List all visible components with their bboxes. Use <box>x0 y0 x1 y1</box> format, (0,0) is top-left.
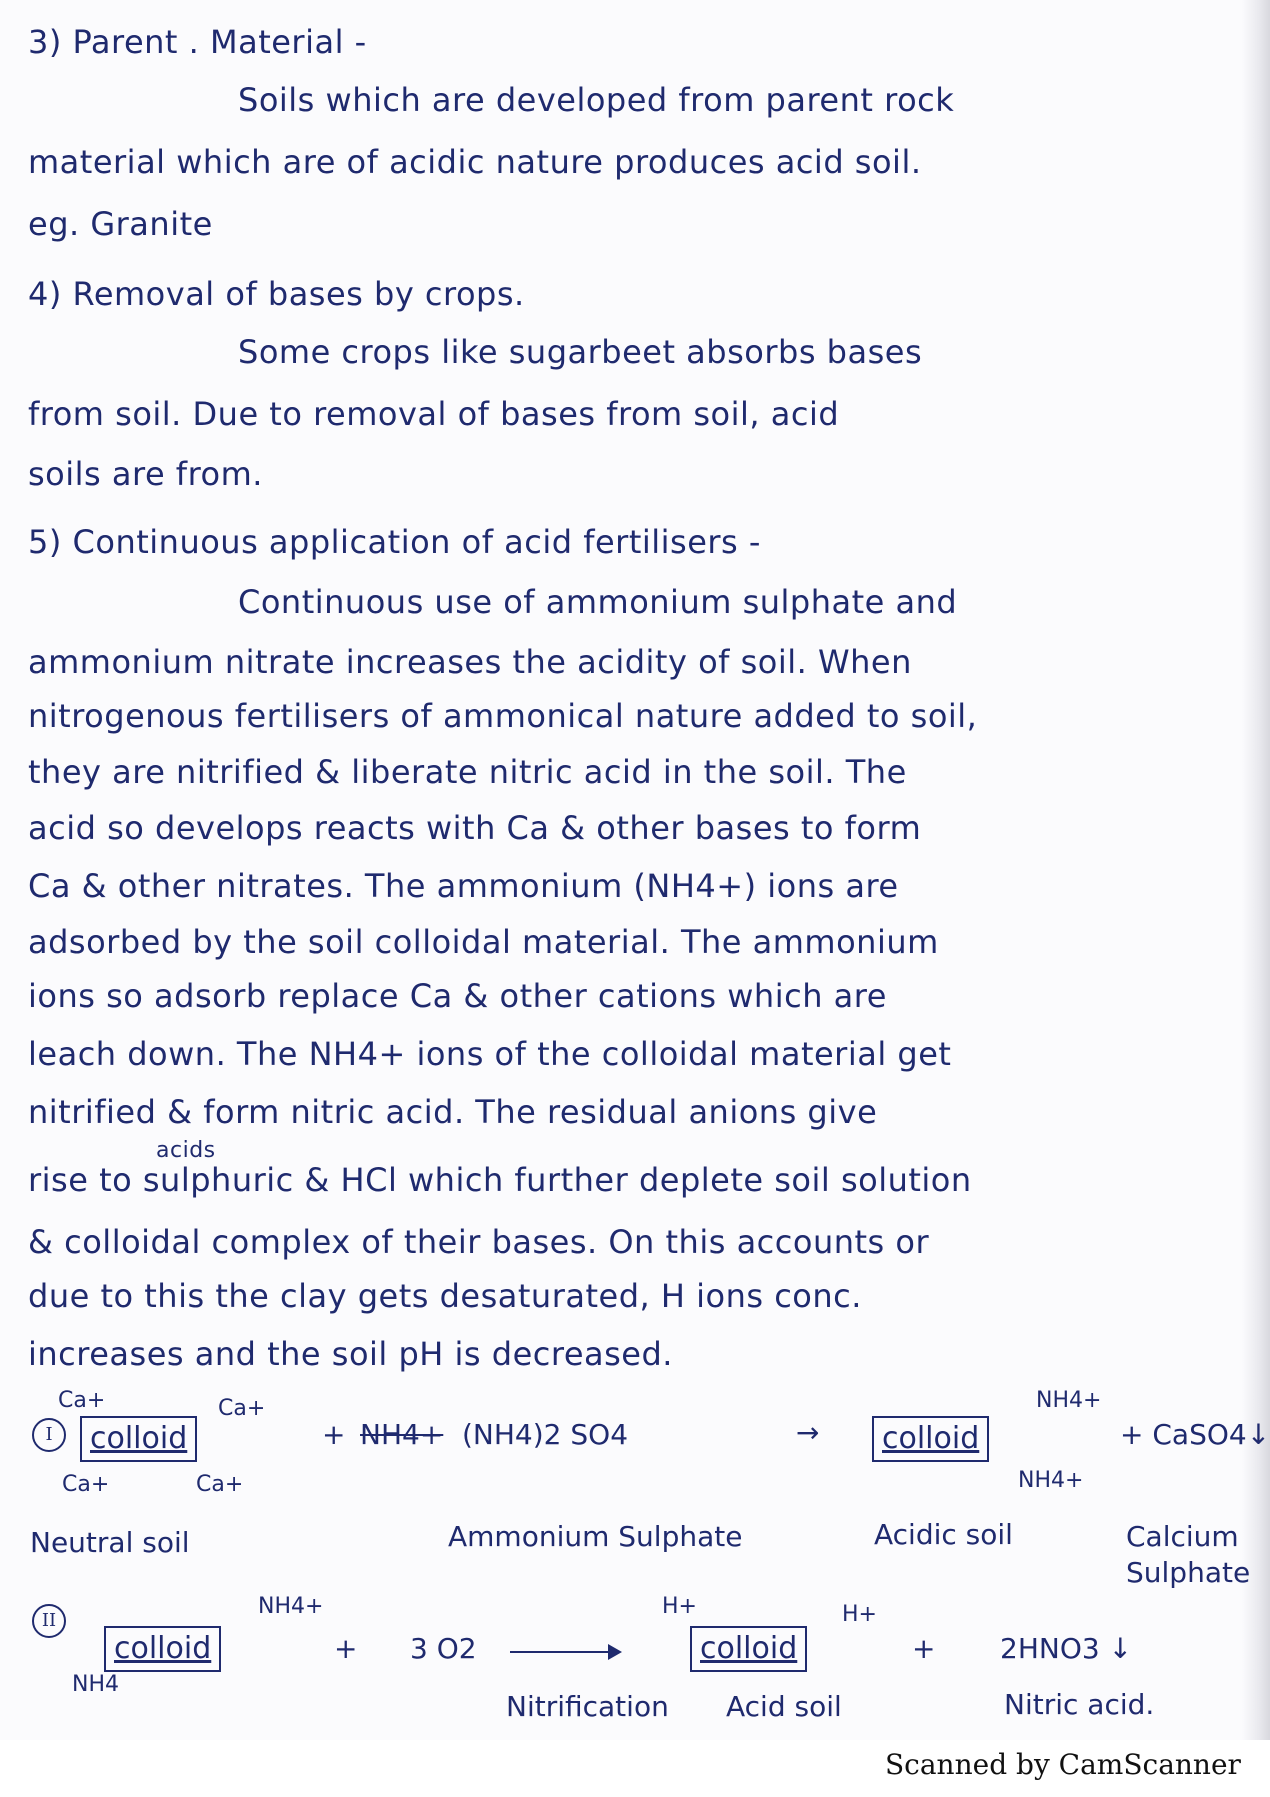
reagent-formula: (NH4)2 SO4 <box>462 1418 629 1451</box>
text-line: material which are of acidic nature produces acid soil. <box>28 143 922 181</box>
text-line: due to this the clay gets desaturated, H ions conc. <box>28 1277 862 1315</box>
colloid-box: colloid <box>690 1626 807 1672</box>
cation-label: Ca+ <box>218 1396 266 1421</box>
label-ammonium-sulphate: Ammonium Sulphate <box>448 1520 743 1553</box>
text-line: Some crops like sugarbeet absorbs bases <box>238 333 923 371</box>
heading-parent-material: 3) Parent . Material - <box>28 23 367 61</box>
colloid-box: colloid <box>104 1626 221 1672</box>
ion-label: NH4 <box>72 1672 119 1697</box>
text-line: eg. Granite <box>28 205 213 243</box>
heading-removal-of-bases: 4) Removal of bases by crops. <box>28 275 525 313</box>
plus-sign: + <box>912 1632 936 1665</box>
equation-number: I <box>32 1418 66 1452</box>
text-line: increases and the soil pH is decreased. <box>28 1335 673 1373</box>
ion-label: H+ <box>662 1594 697 1619</box>
text-line: Continuous use of ammonium sulphate and <box>238 583 958 621</box>
label-acidic: Acidic soil <box>874 1518 1013 1551</box>
reaction-arrow-head <box>608 1644 622 1660</box>
label-sulphate: Sulphate <box>1126 1556 1251 1589</box>
equation-number: II <box>32 1604 66 1638</box>
cation-label: Ca+ <box>62 1472 110 1497</box>
plus-sign: + <box>334 1632 358 1665</box>
label-nitric-acid: Nitric acid. <box>1004 1688 1155 1721</box>
text-line: Ca & other nitrates. The ammonium (NH4+) ions are <box>28 867 899 905</box>
label-nitrification: Nitrification <box>506 1690 669 1723</box>
text-line: leach down. The NH4+ ions of the colloidal material get <box>28 1035 952 1073</box>
text-line: ammonium nitrate increases the acidity of soil. When <box>28 643 912 681</box>
ion-label: NH4+ <box>258 1594 324 1619</box>
heading-acid-fertilisers: 5) Continuous application of acid fertilisers - <box>28 523 761 561</box>
label-calcium: Calcium <box>1126 1520 1239 1553</box>
text-line: nitrogenous fertilisers of ammonical nature added to soil, <box>28 697 978 735</box>
cation-label: Ca+ <box>58 1388 106 1413</box>
text-line: rise to sulphuric & HCl which further deplete soil solution <box>28 1161 972 1199</box>
ion-label: NH4+ <box>1036 1388 1102 1413</box>
product-formula: 2HNO3 ↓ <box>1000 1632 1133 1665</box>
label-neutral-soil: Neutral soil <box>30 1526 190 1559</box>
scanner-watermark: Scanned by CamScanner <box>885 1748 1241 1781</box>
text-line: they are nitrified & liberate nitric acid in the soil. The <box>28 753 907 791</box>
reaction-arrow-line <box>510 1651 610 1653</box>
text-line: & colloidal complex of their bases. On this accounts or <box>28 1223 930 1261</box>
product-formula: + CaSO4↓ <box>1120 1418 1270 1451</box>
text-line: acid so develops reacts with Ca & other bases to form <box>28 809 922 847</box>
colloid-box: colloid <box>872 1416 989 1462</box>
text-line: from soil. Due to removal of bases from soil, acid <box>28 395 840 433</box>
arrow: → <box>796 1416 820 1449</box>
text-line: adsorbed by the soil colloidal material. The ammonium <box>28 923 939 961</box>
reagent-formula: 3 O2 <box>410 1632 477 1665</box>
ion-label: H+ <box>842 1602 877 1627</box>
cation-label: Ca+ <box>196 1472 244 1497</box>
colloid-box: colloid <box>80 1416 197 1462</box>
label-acid-soil: Acid soil <box>726 1690 842 1723</box>
text-line: nitrified & form nitric acid. The residual anions give <box>28 1093 878 1131</box>
inserted-word: acids <box>156 1138 216 1163</box>
text-line: ions so adsorb replace Ca & other cations which are <box>28 977 887 1015</box>
text-line: Soils which are developed from parent rock <box>238 81 955 119</box>
struck-formula: NH4+ <box>360 1418 444 1451</box>
page-edge-shadow <box>1242 0 1270 1740</box>
text-line: soils are from. <box>28 455 263 493</box>
plus-sign: + <box>322 1418 346 1451</box>
ion-label: NH4+ <box>1018 1468 1084 1493</box>
